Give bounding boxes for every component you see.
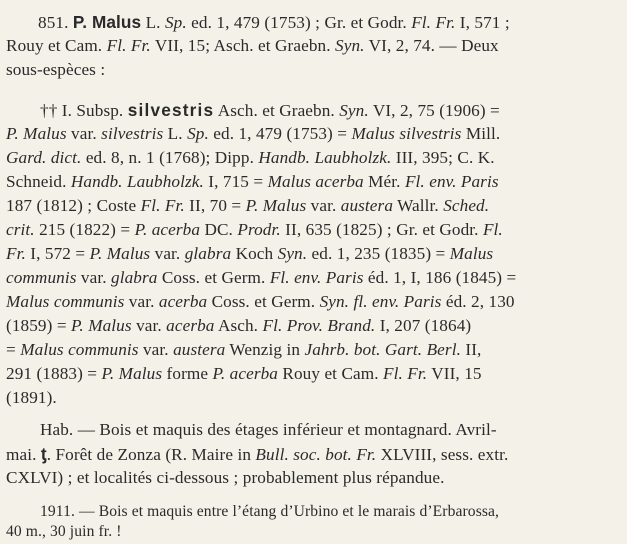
species-name: P. Malus [72, 12, 142, 32]
subspecies-line-3: Gard. dict. ed. 8, n. 1 (1768); Dipp. Handb. Laubholzk. III, 395; C. K. [6, 148, 495, 167]
entry-number: 851. [38, 13, 73, 32]
entry-line-2: Rouy et Cam. Fl. Fr. VII, 15; Asch. et Graebn. Syn. VI, 2, 74. — Deux [6, 36, 499, 55]
subspecies-line-5: 187 (1812) ; Coste Fl. Fr. II, 70 = P. Malus var. austera Wallr. Sched. [6, 196, 490, 215]
subspecies-name: silvestris [127, 100, 215, 120]
subspecies-line-2: P. Malus var. silvestris L. Sp. ed. 1, 479 (1753) = Malus silvestris Mill. [6, 124, 501, 143]
subspecies-line-7: Fr. I, 572 = P. Malus var. glabra Koch Syn. ed. 1, 235 (1835) = Malus [6, 244, 494, 263]
subspecies-line-10: (1859) = P. Malus var. acerba Asch. Fl. Prov. Brand. I, 207 (1864) [6, 316, 472, 335]
life-form-symbol: ƫ [40, 444, 47, 464]
locality-line-1: 1911. — Bois et maquis entre l’étang d’Urbino et le marais d’Erbarossa, [40, 503, 500, 520]
subspecies-line-9: Malus communis var. acerba Coss. et Germ. Syn. fl. env. Paris éd. 2, 130 [6, 292, 515, 311]
habitat-line-2: mai. ƫ. Forêt de Zonza (R. Maire in Bull. soc. bot. Fr. XLVIII, sess. extr. [6, 444, 509, 464]
subspecies-line-4: Schneid. Handb. Laubholzk. I, 715 = Malus acerba Mér. Fl. env. Paris [6, 172, 499, 191]
subspecies-line-1: †† I. Subsp. silvestris Asch. et Graebn. Syn. VI, 2, 75 (1906) = [40, 100, 500, 120]
subspecies-line-6: crit. 215 (1822) = P. acerba DC. Prodr. II, 635 (1825) ; Gr. et Godr. Fl. [6, 220, 503, 239]
locality-line-2: 40 m., 30 juin fr. ! [6, 523, 122, 540]
subspecies-line-13: (1891). [6, 388, 57, 407]
entry-line-1: 851. P. Malus L. Sp. ed. 1, 479 (1753) ; Gr. et Godr. Fl. Fr. I, 571 ; [38, 12, 510, 32]
habitat-line-3: CXLVI) ; et localités ci-dessous ; probablement plus répandue. [6, 468, 445, 487]
subspecies-line-8: communis var. glabra Coss. et Germ. Fl. env. Paris éd. 1, I, 186 (1845) = [6, 268, 517, 287]
subspecies-line-11: = Malus communis var. austera Wenzig in Jahrb. bot. Gart. Berl. II, [6, 340, 482, 359]
subspecies-line-12: 291 (1883) = P. Malus forme P. acerba Rouy et Cam. Fl. Fr. VII, 15 [6, 364, 482, 383]
habitat-line-1: Hab. — Bois et maquis des étages inférieur et montagnard. Avril- [40, 420, 497, 439]
entry-line-3: sous-espèces : [6, 60, 106, 79]
